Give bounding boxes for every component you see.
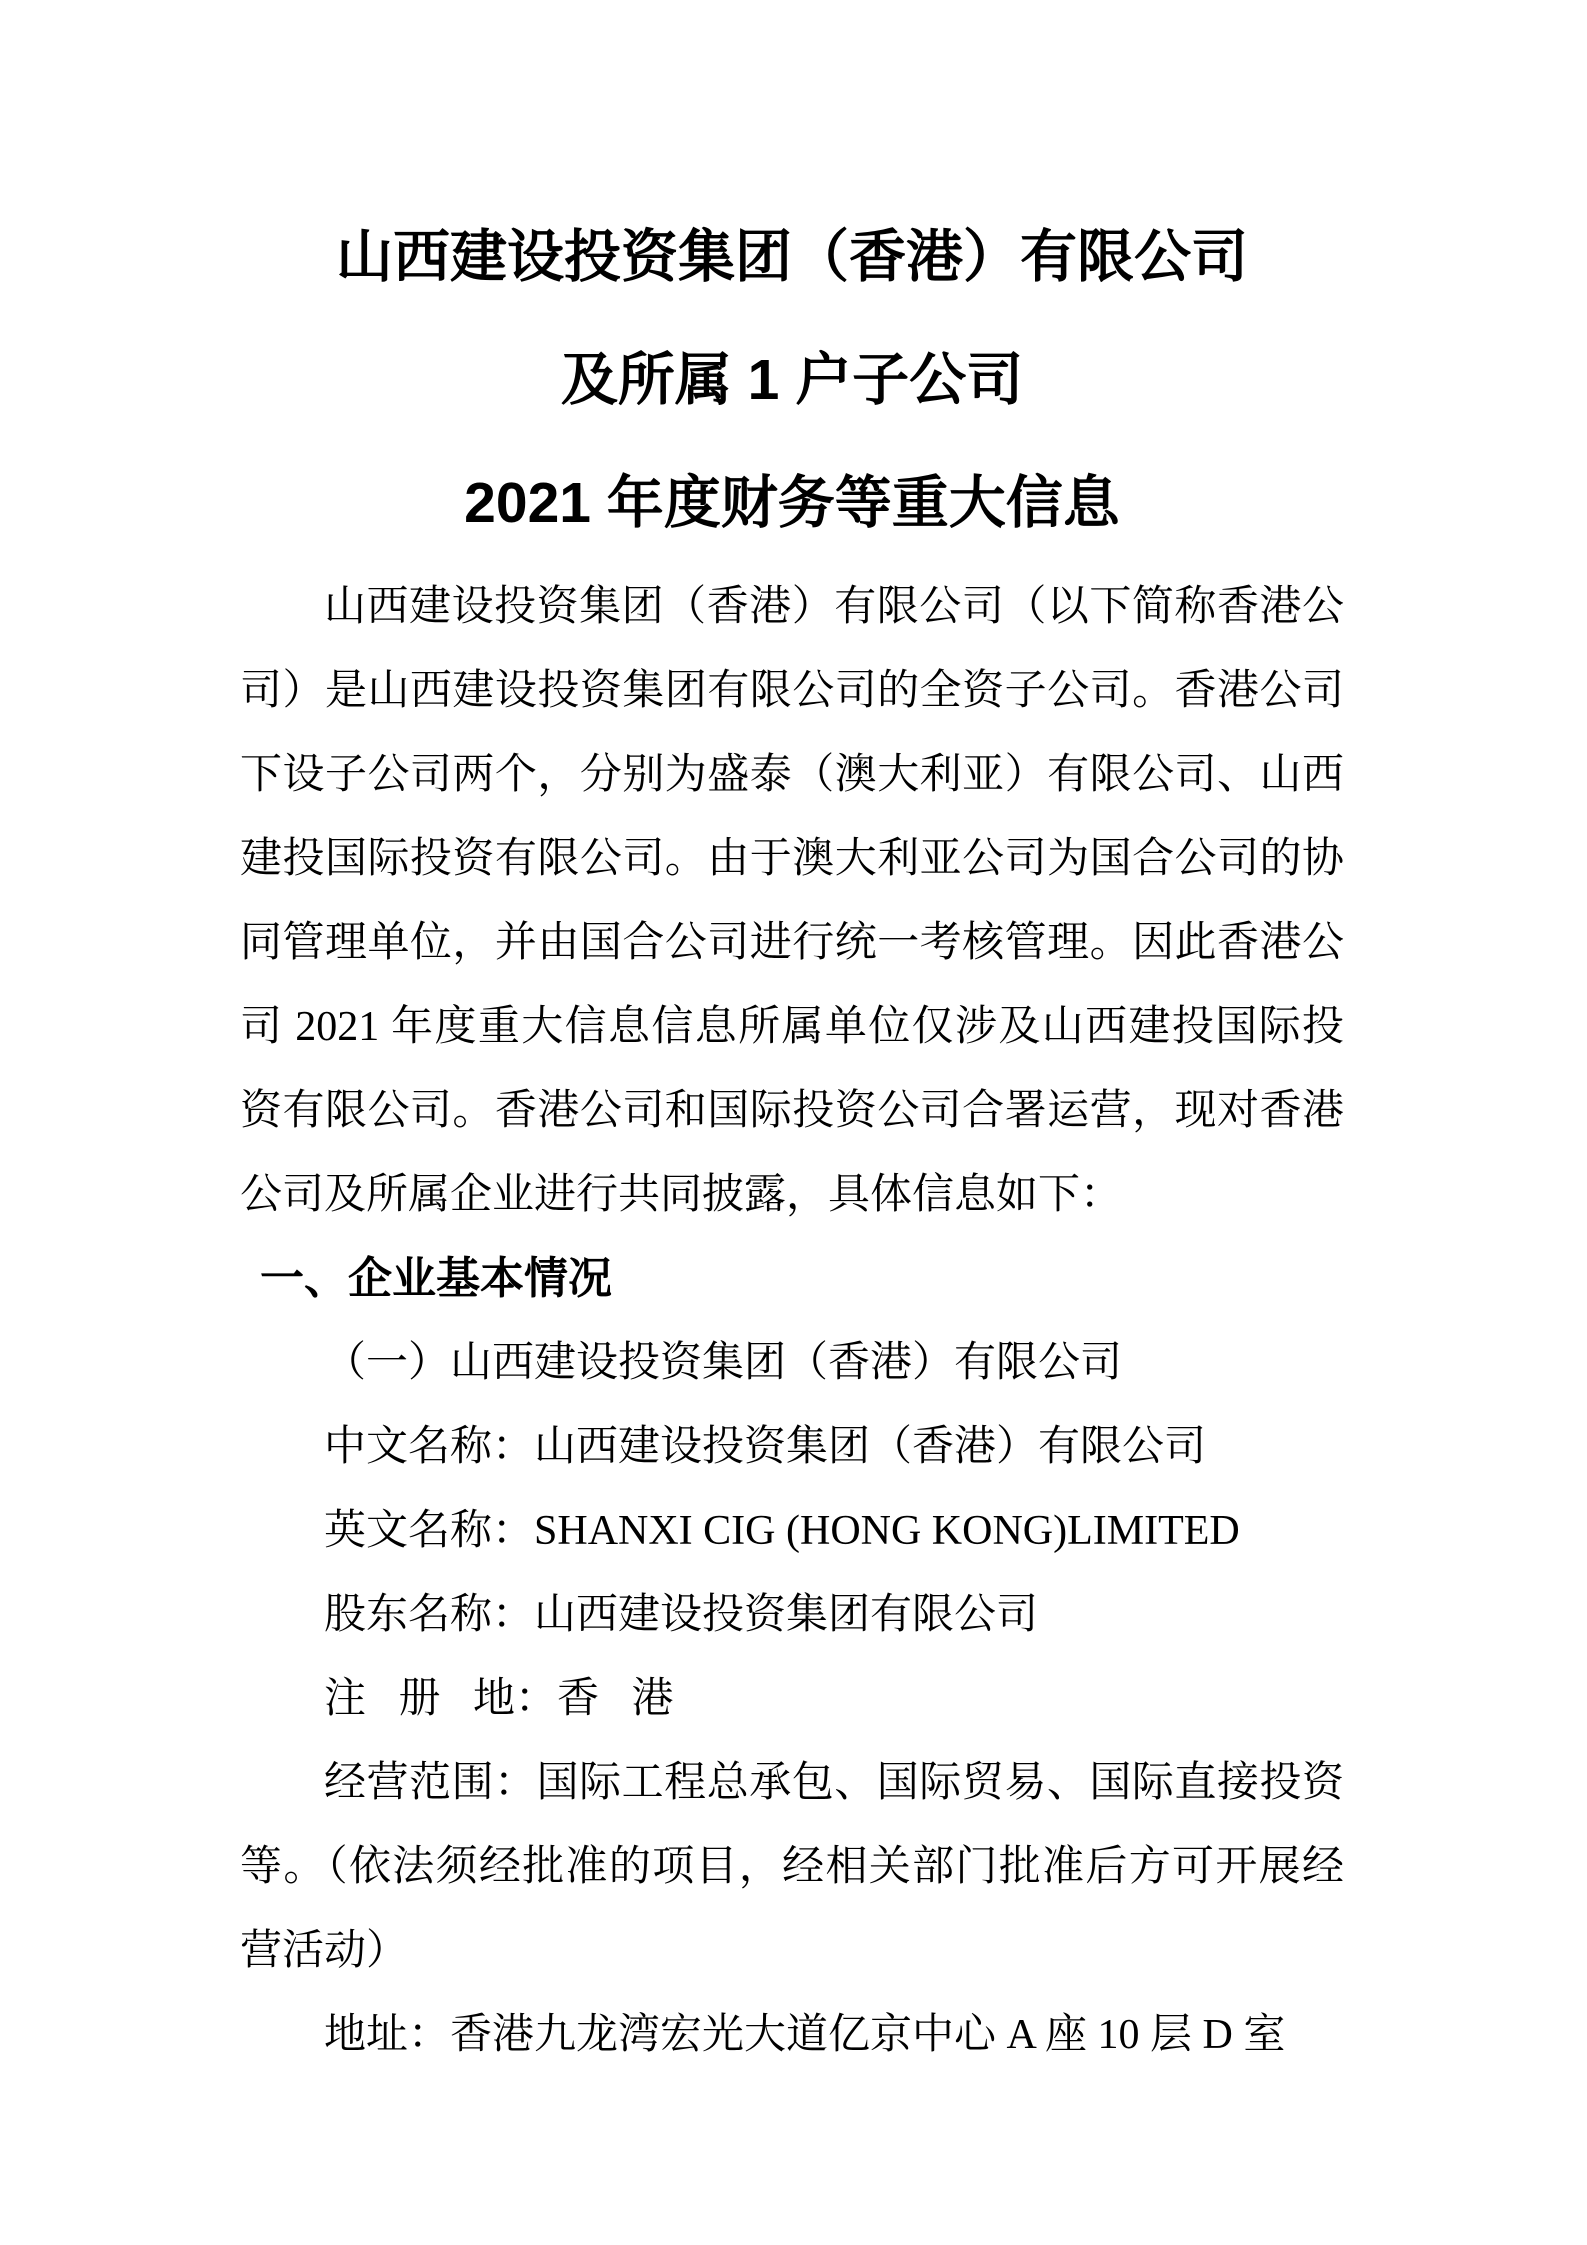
intro-line: 司）是山西建设投资集团有限公司的全资子公司。香港公司 <box>240 668 1344 714</box>
intro-line: 公司及所属企业进行共同披露，具体信息如下： <box>240 1172 1123 1218</box>
intro-line: 司 2021 年度重大信息信息所属单位仅涉及山西建投国际投 <box>240 1004 1344 1050</box>
company-info-fields <box>240 1405 1344 2077</box>
document-body <box>240 565 1344 2077</box>
field-english-name: 英文名称：SHANXI CIG (HONG KONG)LIMITED <box>324 1508 1240 1554</box>
field-chinese-name: 中文名称：山西建设投资集团（香港）有限公司 <box>324 1424 1207 1470</box>
intro-line: 建投国际投资有限公司。由于澳大利亚公司为国合公司的协 <box>240 836 1344 882</box>
document-content <box>240 196 1344 2077</box>
intro-line: 资有限公司。香港公司和国际投资公司合署运营，现对香港 <box>240 1088 1344 1134</box>
field-registered-place: 注 册 地：香 港 <box>324 1676 674 1722</box>
intro-paragraph <box>240 565 1344 1237</box>
title-line-1: 山西建设投资集团（香港）有限公司 <box>336 225 1248 289</box>
field-shareholder: 股东名称：山西建设投资集团有限公司 <box>324 1592 1039 1638</box>
field-business-scope-cont: 等。（依法须经批准的项目，经相关部门批准后方可开展经 <box>240 1844 1344 1890</box>
title-line-2: 及所属 1 户子公司 <box>560 348 1024 412</box>
field-business-scope: 经营范围：国际工程总承包、国际贸易、国际直接投资 <box>324 1760 1344 1806</box>
title-line-3: 2021 年度财务等重大信息 <box>464 471 1120 535</box>
intro-line: 下设子公司两个，分别为盛泰（澳大利亚）有限公司、山西 <box>240 752 1344 798</box>
section-heading: 一、企业基本情况 <box>260 1254 612 1303</box>
field-business-scope-end: 营活动） <box>240 1928 409 1974</box>
intro-line: 山西建设投资集团（香港）有限公司（以下简称香港公 <box>324 584 1344 630</box>
subsection-title: （一）山西建设投资集团（香港）有限公司 <box>324 1340 1123 1386</box>
intro-line: 同管理单位，并由国合公司进行统一考核管理。因此香港公 <box>240 920 1344 966</box>
document-title <box>240 196 1344 565</box>
field-address: 地址：香港九龙湾宏光大道亿京中心 A 座 10 层 D 室 <box>324 2012 1286 2058</box>
